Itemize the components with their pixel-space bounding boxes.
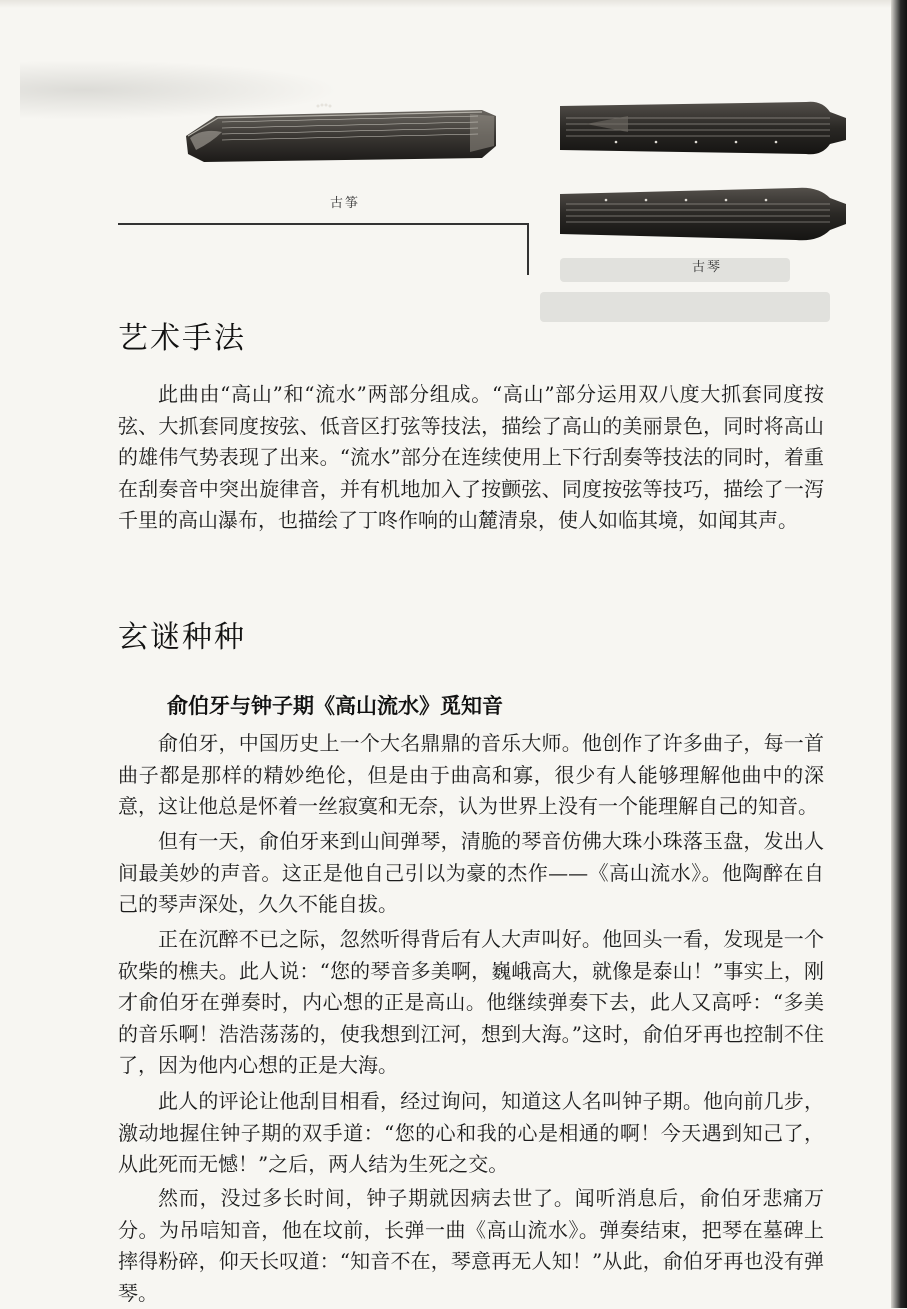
guqin-caption: 古琴 — [692, 260, 723, 275]
figure-divider-vertical — [527, 223, 529, 275]
instrument-figures — [0, 0, 907, 300]
story-paragraph: 然而，没过多长时间，钟子期就因病去世了。闻听消息后，俞伯牙悲痛万分。为吊唁知音，他在坟前，长弹一曲《高山流水》。弹奏结束，把琴在墓碑上摔得粉碎，仰天长叹道：“知音不在，琴意再无人知！”从此，俞伯牙再也没有弹琴。 — [118, 1186, 824, 1305]
art-paragraph: 此曲由“高山”和“流水”两部分组成。“高山”部分运用双八度大抓套同度按弦、大抓套同度按弦、低音区打弦等技法，描绘了高山的美丽景色，同时将高山的雄伟气势表现了出来。“流水”部分在连续使用上下行刮奏等技法的同时，着重在刮奏音中突出旋律音，并有机地加入了按颤弦、同度按弦等技巧，描绘了一泻千里的高山瀑布，也描绘了丁咚作响的山麓清泉，使人如临其境，如闻其声。 — [118, 382, 824, 532]
story-paragraph: 正在沉醉不已之际，忽然听得背后有人大声叫好。他回头一看，发现是一个砍柴的樵夫。此人说：“您的琴音多美啊，巍峨高大，就像是泰山！”事实上，刚才俞伯牙在弹奏时，内心想的正是高山。他继续弹奏下去，此人又高呼：“多美的音乐啊！浩浩荡荡的，使我想到江河，想到大海。”这时，俞伯牙再也控制不住了，因为他内心想的正是大海。 — [118, 927, 824, 1077]
bleed-through-text — [560, 258, 790, 282]
section-title-art: 艺术手法 — [118, 321, 246, 356]
story-title: 俞伯牙与钟子期《高山流水》觅知音 — [167, 694, 503, 718]
bleed-through-text — [540, 292, 830, 322]
section-title-mystery: 玄谜种种 — [118, 620, 246, 655]
guqin-icon — [556, 96, 850, 160]
story-paragraph: 此人的评论让他刮目相看，经过询问，知道这人名叫钟子期。他向前几步，激动地握住钟子期的双手道：“您的心和我的心是相通的啊！今天遇到知己了，从此死而无憾！”之后，两人结为生死之交。 — [118, 1089, 824, 1176]
guzheng-icon — [182, 102, 500, 166]
figure-divider-horizontal — [118, 223, 528, 225]
guzheng-caption: 古筝 — [330, 196, 361, 211]
guqin-icon — [556, 182, 850, 246]
story-paragraph: 但有一天，俞伯牙来到山间弹琴，清脆的琴音仿佛大珠小珠落玉盘，发出人间最美妙的声音。这正是他自己引以为豪的杰作——《高山流水》。他陶醉在自己的琴声深处，久久不能自拔。 — [118, 829, 824, 916]
story-paragraph: 俞伯牙，中国历史上一个大名鼎鼎的音乐大师。他创作了许多曲子，每一首曲子都是那样的精妙绝伦，但是由于曲高和寡，很少有人能够理解他曲中的深意，这让他总是怀着一丝寂寞和无奈，认为世界上没有一个能理解自己的知音。 — [118, 731, 824, 818]
